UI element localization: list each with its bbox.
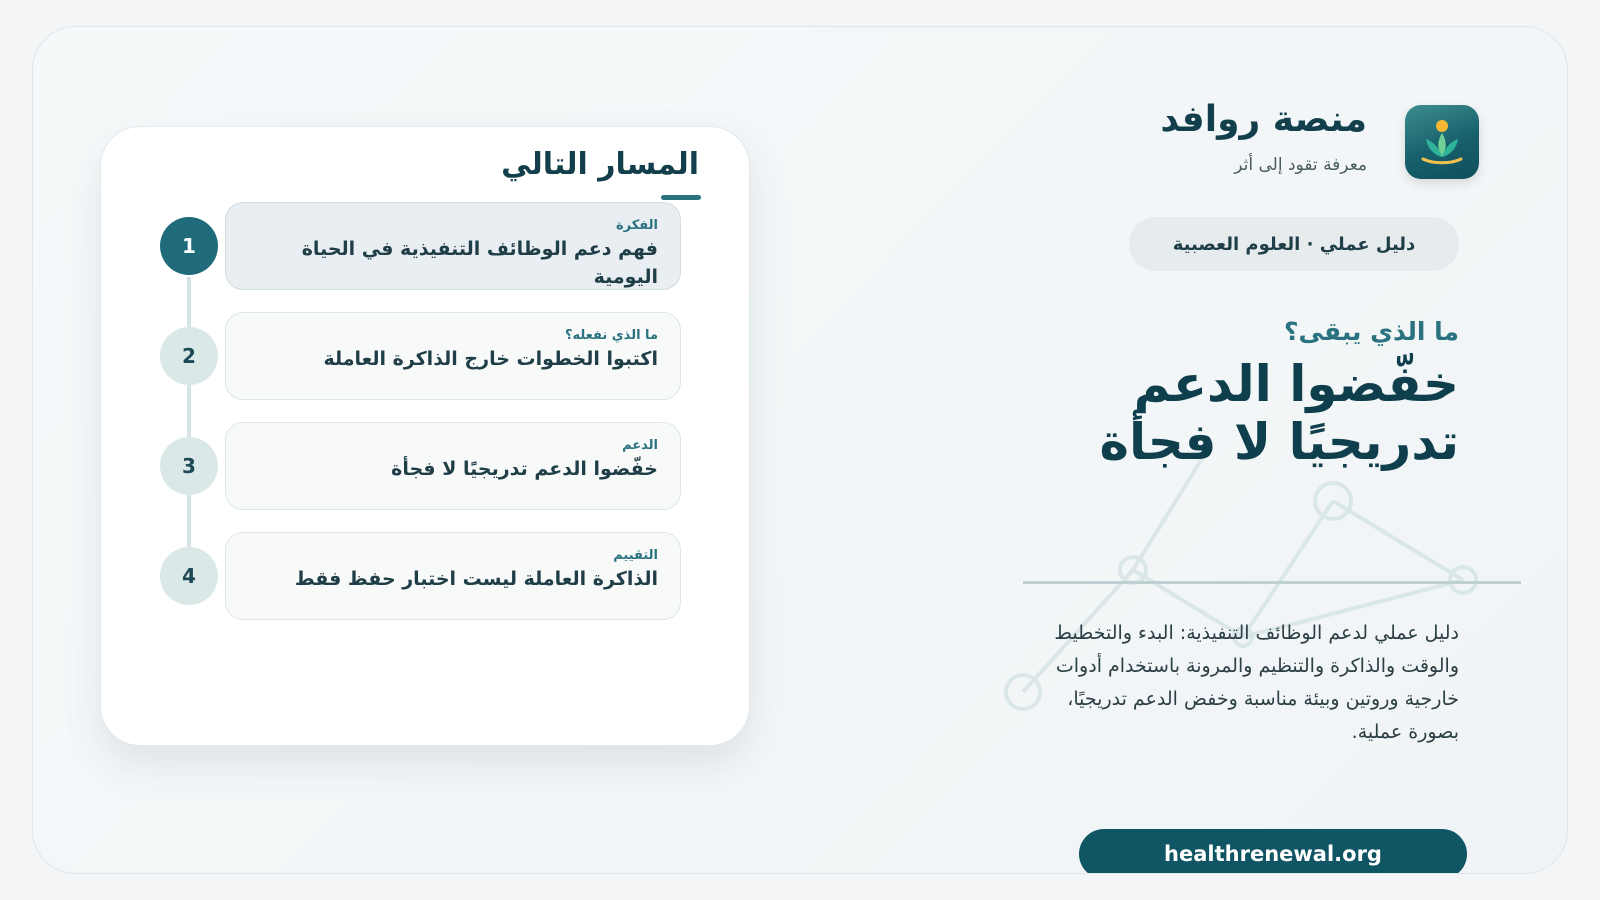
step-label: ما الذي نفعله؟ [564,328,658,343]
lotus-sun-icon [1415,115,1469,169]
divider [1023,581,1521,584]
headline [899,355,1459,471]
card-title: المسار التالي [501,147,699,182]
steps-track [187,277,191,587]
step-text: اكتبوا الخطوات خارج الذاكرة العاملة [323,348,658,370]
kicker-text: ما الذي يبقى؟ [1284,317,1459,346]
headline-line-1: خفّضوا الدعم [1133,355,1459,413]
step-number: 1 [160,217,218,275]
step-number: 3 [160,437,218,495]
title-underline [661,195,701,200]
step-item[interactable] [225,532,681,620]
step-item[interactable] [225,422,681,510]
step-text: الذاكرة العاملة ليست اختبار حفظ فقط [294,568,658,590]
brand-tagline: معرفة تقود إلى أثر [1234,155,1367,175]
path-card [100,126,750,746]
step-label: الفكرة [615,218,658,233]
step-item[interactable] [225,312,681,400]
brand-logo [1405,105,1479,179]
step-label: الدعم [622,438,658,453]
headline-line-2: تدريجيًا لا فجأة [1099,413,1459,471]
step-text: فهم دعم الوظائف التنفيذية في الحياة اليومية [301,238,658,288]
website-link[interactable]: healthrenewal.org [1079,829,1467,874]
step-item[interactable] [225,202,681,290]
brand-name: منصة روافد [1160,99,1367,140]
step-number: 2 [160,327,218,385]
category-pill: دليل عملي · العلوم العصبية [1129,217,1459,271]
description: دليل عملي لدعم الوظائف التنفيذية: البدء والتخطيط والوقت والذاكرة والتنظيم والمرونة باستخدام أدوات خارجية وروتين وبيئة مناسبة وخفض الدعم تدريجيًا، بصورة عملية. [1054,622,1459,743]
step-label: التقييم [613,548,658,563]
step-text: خفّضوا الدعم تدريجيًا لا فجأة [391,458,658,480]
step-number: 4 [160,547,218,605]
